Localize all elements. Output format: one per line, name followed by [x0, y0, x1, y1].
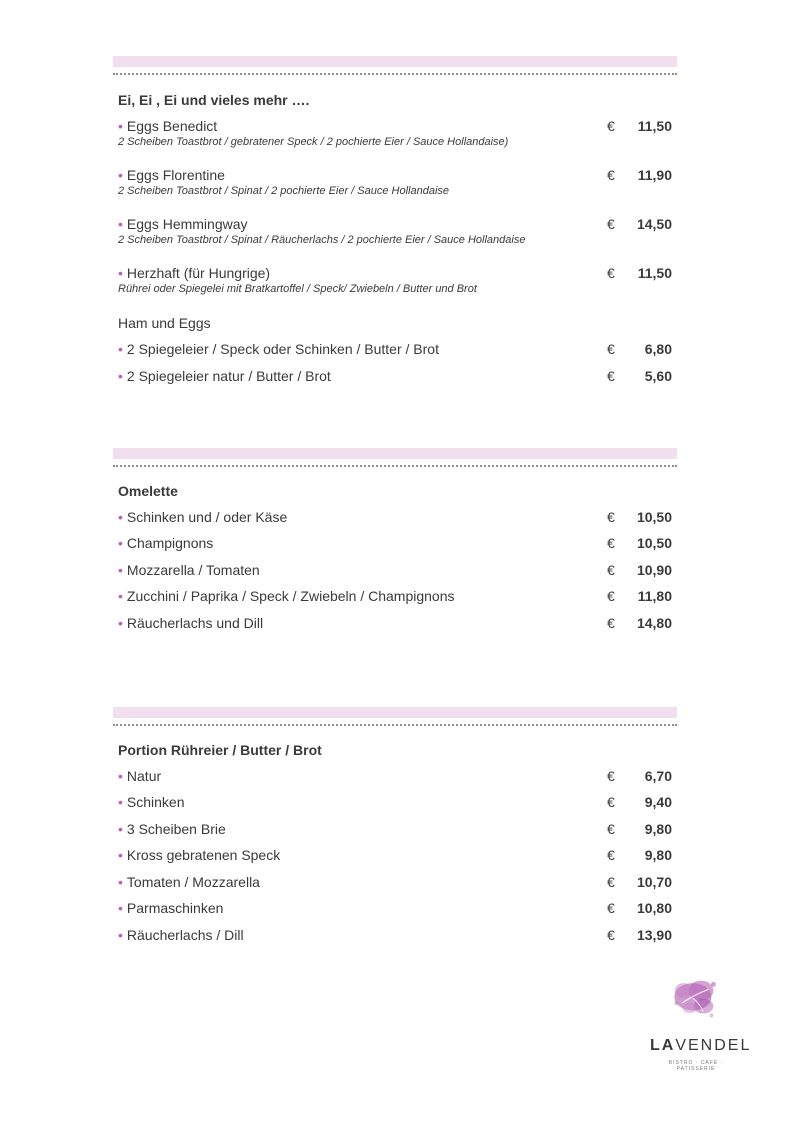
section-heading: Portion Rühreier / Butter / Brot [118, 742, 322, 758]
section-heading: Ei, Ei , Ei und vieles mehr …. [118, 92, 310, 108]
item-name: Eggs Florentine [126, 167, 225, 183]
item-name: Champignons [126, 535, 214, 551]
section-omelette [113, 448, 677, 648]
menu-item [113, 615, 677, 635]
menu-item [113, 821, 677, 841]
menu-item [113, 509, 677, 529]
item-price: 6,70 [644, 768, 672, 784]
item-price: 11,50 [637, 265, 672, 281]
item-price: 10,70 [636, 874, 672, 890]
item-name: Zucchini / Paprika / Speck / Zwiebeln / Champignons [126, 588, 455, 604]
menu-item [113, 794, 677, 814]
dotted-divider [113, 724, 677, 726]
menu-item [113, 368, 677, 388]
menu-item [113, 265, 677, 295]
logo-word-b: VENDEL [675, 1037, 752, 1054]
currency-symbol: € [607, 927, 615, 943]
bullet-icon: • [118, 588, 123, 604]
section-eggs [113, 56, 677, 396]
item-description: 2 Scheiben Toastbrot / gebratener Speck / 2 pochierte Eier / Sauce Hollandaise) [118, 136, 509, 148]
bullet-icon: • [118, 874, 123, 890]
currency-symbol: € [607, 794, 615, 810]
currency-symbol: € [607, 768, 615, 784]
item-name: Mozzarella / Tomaten [126, 562, 260, 578]
section-band [113, 707, 677, 718]
bullet-icon: • [118, 821, 123, 837]
bullet-icon: • [118, 562, 123, 578]
item-price: 11,80 [637, 588, 672, 604]
currency-symbol: € [607, 118, 615, 134]
item-price: 10,80 [636, 900, 672, 916]
item-name: 2 Spiegeleier / Speck oder Schinken / Butter / Brot [126, 341, 439, 357]
dotted-divider [113, 73, 677, 75]
item-price: 13,90 [636, 927, 672, 943]
item-price: 10,50 [636, 535, 672, 551]
item-price: 10,50 [636, 509, 672, 525]
section-band [113, 56, 677, 67]
currency-symbol: € [607, 535, 615, 551]
item-price: 6,80 [644, 341, 672, 357]
menu-item [113, 847, 677, 867]
item-name: Schinken und / oder Käse [126, 509, 288, 525]
currency-symbol: € [607, 900, 615, 916]
menu-item [113, 768, 677, 788]
currency-symbol: € [607, 874, 615, 890]
currency-symbol: € [607, 368, 615, 384]
bullet-icon: • [118, 794, 123, 810]
logo-tagline: BISTRO · CAFE · PATISSERIE [668, 1060, 724, 1072]
currency-symbol: € [607, 341, 615, 357]
item-name: Schinken [126, 794, 185, 810]
bullet-icon: • [118, 341, 123, 357]
currency-symbol: € [607, 847, 615, 863]
bullet-icon: • [118, 535, 123, 551]
menu-item [113, 588, 677, 608]
item-price: 10,90 [636, 562, 672, 578]
menu-item [113, 216, 677, 246]
item-price: 14,50 [636, 216, 672, 232]
item-name: Tomaten / Mozzarella [126, 874, 260, 890]
lavender-watercolor-logo-icon [650, 972, 742, 1034]
currency-symbol: € [607, 167, 615, 183]
item-price: 14,80 [636, 615, 672, 631]
item-description: 2 Scheiben Toastbrot / Spinat / Räucherlachs / 2 pochierte Eier / Sauce Hollandaise [118, 234, 526, 246]
logo-word-a: LA [650, 1037, 676, 1054]
item-name: Eggs Hemmingway [126, 216, 248, 232]
bullet-icon: • [118, 900, 123, 916]
item-name: Eggs Benedict [126, 118, 218, 134]
item-name: Parmaschinken [126, 900, 224, 916]
bullet-icon: • [118, 927, 123, 943]
item-name: Kross gebratenen Speck [126, 847, 281, 863]
menu-item [113, 874, 677, 894]
item-name: Natur [126, 768, 162, 784]
item-price: 11,50 [637, 118, 672, 134]
item-name: Räucherlachs und Dill [126, 615, 264, 631]
subheading: Ham und Eggs [118, 315, 211, 331]
section-ruehreier [113, 707, 677, 957]
currency-symbol: € [607, 588, 615, 604]
item-name: Herzhaft (für Hungrige) [126, 265, 271, 281]
bullet-icon: • [118, 118, 123, 134]
currency-symbol: € [607, 615, 615, 631]
section-band [113, 448, 677, 459]
currency-symbol: € [607, 562, 615, 578]
currency-symbol: € [607, 821, 615, 837]
item-name: Räucherlachs / Dill [126, 927, 244, 943]
menu-item [113, 118, 677, 148]
menu-item [113, 562, 677, 582]
menu-item [113, 927, 677, 947]
menu-item [113, 341, 677, 361]
item-price: 9,40 [644, 794, 672, 810]
item-price: 9,80 [644, 821, 672, 837]
section-heading: Omelette [118, 483, 178, 499]
bullet-icon: • [118, 167, 123, 183]
bullet-icon: • [118, 768, 123, 784]
currency-symbol: € [607, 265, 615, 281]
dotted-divider [113, 465, 677, 467]
currency-symbol: € [607, 509, 615, 525]
item-price: 5,60 [644, 368, 672, 384]
menu-item [113, 167, 677, 197]
bullet-icon: • [118, 847, 123, 863]
item-name: 2 Spiegeleier natur / Butter / Brot [126, 368, 331, 384]
bullet-icon: • [118, 509, 123, 525]
item-price: 11,90 [637, 167, 672, 183]
item-description: 2 Scheiben Toastbrot / Spinat / 2 pochierte Eier / Sauce Hollandaise [118, 185, 450, 197]
bullet-icon: • [118, 265, 123, 281]
menu-item [113, 900, 677, 920]
bullet-icon: • [118, 615, 123, 631]
logo-wordmark [650, 1037, 752, 1055]
currency-symbol: € [607, 216, 615, 232]
item-description: Rührei oder Spiegelei mit Bratkartoffel / Speck/ Zwiebeln / Butter und Brot [118, 283, 477, 295]
item-price: 9,80 [644, 847, 672, 863]
menu-item [113, 535, 677, 555]
item-name: 3 Scheiben Brie [126, 821, 226, 837]
bullet-icon: • [118, 216, 123, 232]
bullet-icon: • [118, 368, 123, 384]
